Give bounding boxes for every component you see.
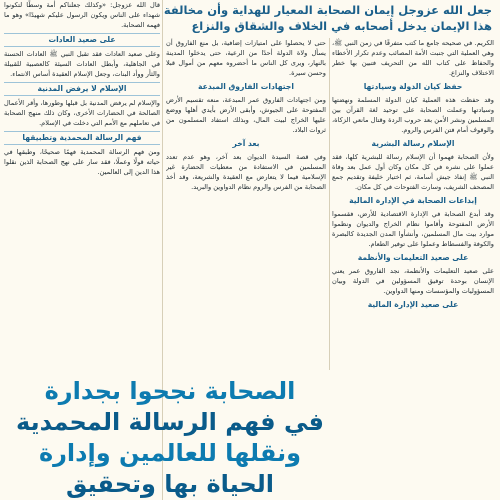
subheading: على صعيد العادات	[4, 33, 160, 47]
paragraph: حتى لا يحصلوا على امتيازات إضافية، بل منع الفاروق أن يسأل ولاة الدولة أحدًا من الرعية، حتى يدخلوا المدينة بالنهار، ويرى كل الناس ما أحضروه معهم من أموال قبلا وحسن سيرة.	[166, 39, 326, 77]
paragraph: والإسلام لم يرفض المدنية بل قبلها وطورها، وأقر الأعمال الصالحة في الحضارات الأخرى، وكان ذلك منهج الصحابة في تعاملهم مع الأمم التي دخلت في الإسلام.	[4, 99, 160, 127]
column-divider	[329, 38, 330, 370]
paragraph: ولأن الصحابة فهموا أن الإسلام رسالة للبشرية كلها، فقد عملوا على نشره في كل مكان وكان أول عمل بعد وفاة النبي ﷺ إنفاذ جيش أسامة، ثم اختيار خليفة وتقديم جمع المصحف الشريف، وسارت الفتوحات في كل مكان.	[332, 153, 494, 191]
pull-quote-line-4: الحياة بها وتحقيق	[65, 470, 275, 498]
headline-line-2: هذا الإيمان يدخل أصحابه في الخلاف والشقاق والنزاع	[191, 19, 492, 33]
subheading: فهم الرسالة المحمدية وتطبيقها	[4, 131, 160, 145]
paragraph: وقد حفظت هذه العملية كيان الدولة المسلمة ونهضتها وسيادتها وعملت الصحابة على توحيد لغة القرآن بين المسلمين ونشر الأمن بعد حروب الردة وقتال مانعي الزكاة، والوقوف أمام فتن الفرس والروم.	[332, 96, 494, 134]
headline	[160, 0, 500, 36]
pull-quote-line-2: في فهم الرسالة المحمدية	[16, 408, 324, 436]
article-column-right	[332, 38, 494, 500]
subheading: الإسلام رسالة البشرية	[371, 139, 455, 148]
subheading: الإسلام لا يرفض المدنية	[4, 82, 160, 96]
paragraph: ومن اجتهادات الفاروق عمر المبدعة، منعه تقسيم الأرض المفتوحة على الجيوش، وأبقى الأرض بأيدي أهلها ووضع عليها الخراج لبيت المال، وبذلك استفاد المسلمون من ثروات البلاد.	[166, 96, 326, 134]
paragraph: الكريم. في صحيحه جامع ما كتب متفرقًا في زمن النبي ﷺ، وهي العملية التي جنبت الأمة المصائب وعدم تكرار الأخطاء والحفاظ على كتاب الله من التحريف فتبين بها خطر الاختلاف والنزاع.	[332, 39, 494, 77]
paragraph: على صعيد التعليمات والأنظمة، نجد الفاروق عمر يعني الإنسان بوحدة توفيق المسؤولين في الدولة وبيان المسؤوليات والمؤسسات ومنها الدواوين.	[332, 267, 494, 295]
headline-line-1: جعل الله عزوجل إيمان الصحابة المعيار للهداية وأن مخالفة	[164, 3, 492, 17]
paragraph: وقد أبدع الصحابة في الإدارة الاقتصادية للأرض، فقسموا الأرض المفتوحة وأقاموا نظام الخراج والديوان ونظموا موارد بيت مال المسلمين، وأنشأوا المدن الجديدة كالبصرة والكوفة والفسطاط وعملوا على توفير الطعام.	[332, 210, 494, 248]
paragraph: ومن فهم الرسالة المحمدية فهمًا صحيحًا، وطبقها في حياته قولًا وعملًا، فقد سار على نهج الصحابة الذين نقلوا هذا الدين إلى العالمين.	[4, 148, 160, 176]
paragraph: وعلى صعيد العادات فقد تقبل النبي ﷺ العادات الحسنة في الجاهلية، وأبطل العادات السيئة كالعصبية للقبيلة والثأر ووأد البنات، وجعل الإسلام العقيدة أساس الانتماء.	[4, 50, 160, 78]
paragraph: وفي قصة السيدة الديوان بعد آخر، وهو عدم تعدد المسلمين في الاستفادة من معطيات الحضارة غير الإسلامية فيما لا يتعارض مع العقيدة والشريعة، وقد أخذ الصحابة من الفرس والروم نظام الدواوين والبريد.	[166, 153, 326, 191]
pull-quote-line-3: ونقلها للعالمين وإدارة	[38, 439, 302, 467]
pull-quote	[0, 374, 340, 500]
subheading: حفظ كيان الدولة وسيادتها	[363, 82, 463, 91]
subheading: اجتهادات الفاروق المبدعة	[198, 82, 294, 91]
subheading: بعد آخر	[232, 139, 260, 148]
paragraph: قال الله عزوجل: «وكذلك جعلناكم أمة وسطًا لتكونوا شهداء على الناس ويكون الرسول عليكم شهيدًا» وهو ما فهمه الصحابة.	[4, 1, 160, 29]
subheading: على صعيد التعليمات والأنظمة	[357, 253, 469, 262]
pull-quote-line-1: الصحابة نجحوا بجدارة	[44, 377, 296, 405]
subheading: إبداعات الصحابة في الإدارة المالية	[349, 196, 477, 205]
subheading: على صعيد الإدارة المالية	[367, 300, 459, 309]
